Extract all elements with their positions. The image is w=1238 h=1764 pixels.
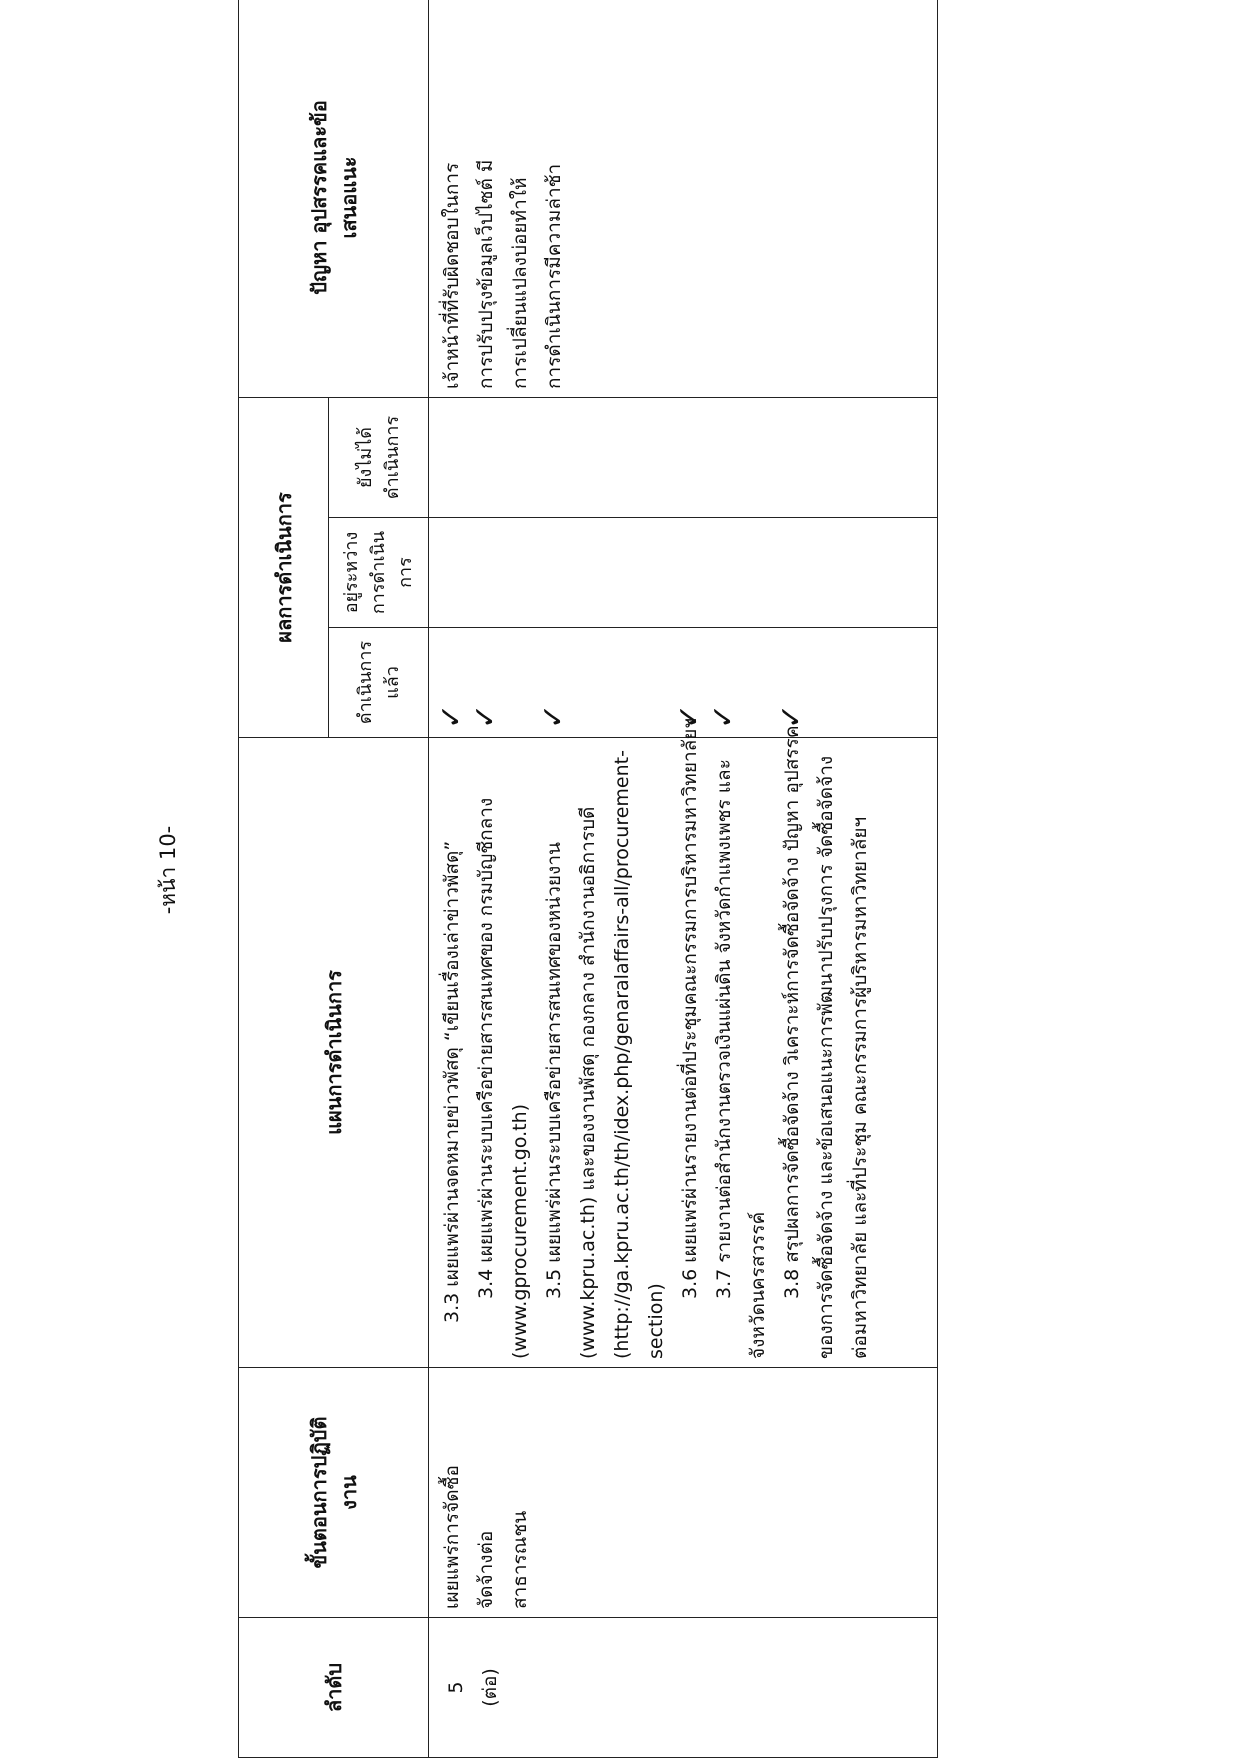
check-mark-icon: ✓ — [706, 703, 741, 729]
not-done-cell — [429, 397, 938, 517]
header-result-group: ผลการดำเนินการ — [239, 397, 329, 737]
step-line: จัดจ้างต่อ — [475, 1530, 497, 1609]
row-number: 5 — [445, 1681, 467, 1694]
header-order: ลำดับ — [239, 1618, 429, 1758]
header-problems: ปัญหา อุปสรรคและข้อเสนอแนะ — [239, 0, 429, 397]
plan-line: 3.6 เผยแพร่ผ่านรายงานต่อที่ประชุมคณะกรรมการบริหารมหาวิทยาลัยฯ — [679, 717, 701, 1299]
problem-line: การปรับปรุงข้อมูลเว็ปไซต์ มี — [475, 159, 497, 389]
row-number-continued: (ต่อ) — [479, 1668, 501, 1707]
plan-line: (www.gprocurement.go.th) — [509, 1103, 531, 1359]
plan-line: 3.7 รายงานต่อสำนักงานตรวจเงินแผ่นดิน จังหวัดกำแพงเพชร และ — [713, 759, 735, 1299]
check-mark-icon: ✓ — [672, 703, 707, 729]
plan-line: (www.kpru.ac.th) และของงานพัสดุ กองกลาง สำนักงานอธิการบดี — [577, 806, 599, 1359]
step-cell — [429, 1368, 938, 1618]
plan-line: (http://ga.kpru.ac.th/th/idex.php/genaralaffairs-all/procurement- — [611, 750, 633, 1359]
page-number: -หน้า 10- — [156, 825, 180, 915]
problems-cell — [429, 0, 938, 397]
problem-line: การเปลี่ยนแปลงบ่อยทำให้ — [509, 177, 531, 389]
header-step: ขั้นตอนการปฏิบัติงาน — [239, 1368, 429, 1618]
problem-line: การดำเนินการมีความล่าช้า — [543, 163, 565, 389]
table-row — [429, 0, 938, 1758]
problem-line: เจ้าหน้าที่ที่รับผิดชอบในการ — [441, 162, 463, 389]
plan-line: section) — [645, 1283, 667, 1359]
check-mark-icon: ✓ — [774, 703, 809, 729]
in-progress-cell — [429, 518, 938, 628]
plan-line: 3.5 เผยแพร่ผ่านระบบเครือข่ายสารสนเทศของหน่วยงาน — [543, 842, 565, 1299]
header-not-done: ยังไม่ได้ดำเนินการ — [329, 397, 429, 517]
header-in-progress: อยู่ระหว่างการดำเนินการ — [329, 518, 429, 628]
step-line: เผยแพร่การจัดซื้อ — [441, 1465, 463, 1609]
done-cell — [429, 628, 938, 738]
plan-line: จังหวัดนครสวรรค์ — [747, 1211, 769, 1359]
plan-line: ของการจัดซื้อจัดจ้าง และข้อเสนอแนะการพัฒนาปรับปรุงการ จัดซื้อจัดจ้าง — [815, 755, 837, 1359]
plan-line: 3.4 เผยแพร่ผ่านระบบเครือข่ายสารสนเทศของ กรมบัญชีกลาง — [475, 797, 497, 1299]
check-mark-icon: ✓ — [434, 703, 469, 729]
plan-cell — [429, 717, 938, 1368]
check-mark-icon: ✓ — [536, 703, 571, 729]
plan-line: 3.8 สรุปผลการจัดซื้อจัดจ้าง วิเคราะห์การจัดซื้อจัดจ้าง ปัญหา อุปสรรค — [781, 725, 803, 1299]
rotated-table-container — [238, 0, 938, 1758]
row-number-cell — [429, 1618, 938, 1758]
header-plan: แผนการดำเนินการ — [239, 738, 429, 1368]
header-done: ดำเนินการแล้ว — [329, 628, 429, 738]
check-mark-icon: ✓ — [468, 703, 503, 729]
plan-line: 3.3 เผยแพร่ผ่านจดหมายข่าวพัสดุ “เขียนเรื่องเล่าข่าวพัสดุ” — [441, 840, 463, 1323]
plan-line: ต่อมหาวิทยาลัย และที่ประชุม คณะกรรมการผู้บริหารมหาวิทยาลัยฯ — [849, 816, 871, 1359]
step-line: สาธารณชน — [509, 1510, 531, 1609]
operation-plan-table — [238, 0, 938, 1758]
